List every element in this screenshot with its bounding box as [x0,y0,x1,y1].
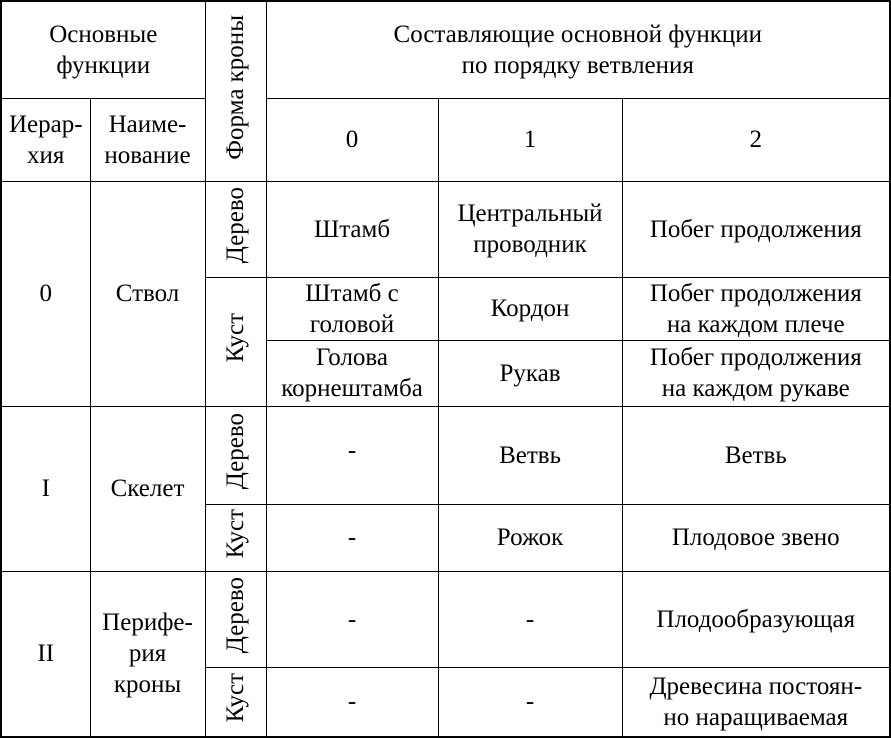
component-cell: Плодовое звено [622,504,890,571]
name-cell: Ствол [90,181,205,406]
component-cell: - [438,667,622,737]
shape-cell [205,406,266,504]
shape-text: Куст [221,673,249,723]
shape-cell [205,667,266,737]
component-cell: Ветвь [622,406,890,504]
component-cell: Рожок [438,504,622,571]
hierarchy-header: Иерар- хия [1,98,90,181]
component-cell: Побег продолжения на каждом рукаве [622,340,890,406]
shape-cell [205,181,266,277]
component-cell: Штамб с головой [266,277,438,340]
order-1-header: 1 [438,98,622,181]
components-header: Составляющие основной функции по порядку ветвления [266,1,890,98]
name-header: Наиме- нование [90,98,205,181]
order-0-header: 0 [266,98,438,181]
shape-text: Куст [221,312,249,363]
component-cell: - [266,667,438,737]
component-cell: - [266,406,438,504]
hierarchy-cell: I [1,406,90,571]
hierarchy-cell: 0 [1,181,90,406]
component-cell: - [266,504,438,571]
shape-cell [205,504,266,571]
component-cell: - [266,571,438,667]
component-cell: Побег продолжения на каждом плече [622,277,890,340]
component-cell: - [438,571,622,667]
component-cell: Плодообразующая [622,571,890,667]
shape-text: Дерево [221,576,249,654]
shape-cell [205,571,266,667]
component-cell: Штамб [266,181,438,277]
shape-text: Дерево [221,412,249,490]
crown-shape-header [205,1,266,181]
name-cell: Скелет [90,406,205,571]
component-cell: Рукав [438,340,622,406]
main-functions-header: Основные функции [1,1,205,98]
component-cell: Кордон [438,277,622,340]
shape-text: Куст [221,508,249,559]
component-cell: Побег продолжения [622,181,890,277]
shape-text: Дерево [221,186,249,264]
component-cell: Центральный проводник [438,181,622,277]
hierarchy-cell: II [1,571,90,737]
shape-cell [205,277,266,406]
order-2-header: 2 [622,98,890,181]
name-cell: Перифе- рия кроны [90,571,205,737]
component-cell: Древесина постоян- но наращиваемая [622,667,890,737]
component-cell: Ветвь [438,406,622,504]
component-cell: Голова корнештамба [266,340,438,406]
crown-shape-header-text: Форма кроны [221,14,249,160]
